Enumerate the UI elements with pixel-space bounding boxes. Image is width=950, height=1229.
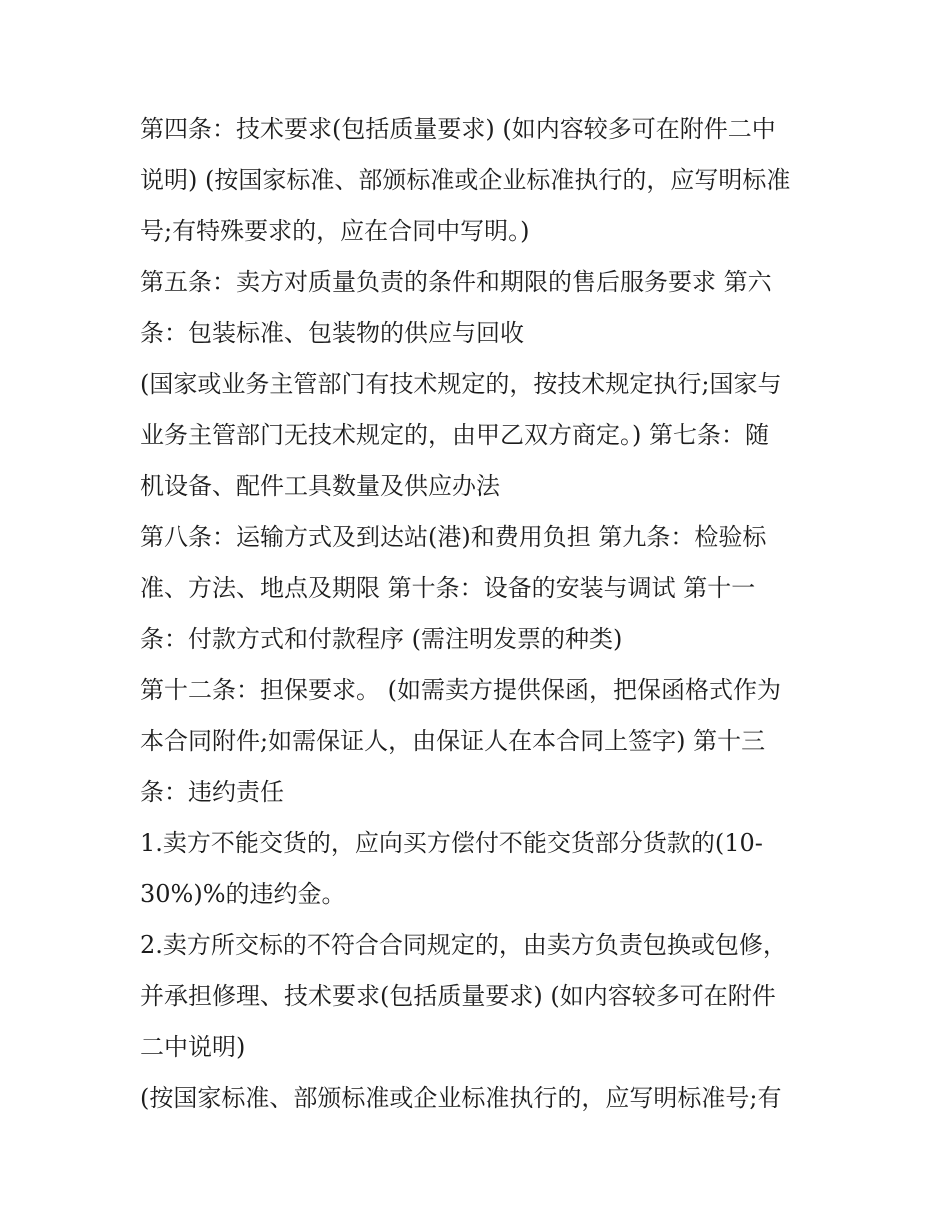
text-line-article-7: 业务主管部门无技术规定的，由甲乙双方商定。) 第七条：随 [140,421,769,449]
text-line-article-12-13: 本合同附件;如需保证人，由保证人在本合同上签字) 第十三 [140,727,766,755]
text-line-clause-2-cont: 并承担修理、技术要求(包括质量要求) (如内容较多可在附件 [140,982,776,1010]
text-line-article-4-end: 号;有特殊要求的，应在合同中写明。) [140,217,530,245]
text-line-clause-2: 2.卖方所交标的不符合合同规定的，由卖方负责包换或包修， [140,931,787,959]
text-line-clause-2-end: 二中说明) [140,1033,246,1061]
text-line-clause-1-cont: 30%)%的违约金。 [140,880,346,908]
text-line-clause-2-note: (按国家标准、部颁标准或企业标准执行的，应写明标准号;有 [140,1084,782,1112]
text-line-article-4: 第四条：技术要求(包括质量要求) (如内容较多可在附件二中 [140,115,776,143]
text-line-article-8-9: 第八条：运输方式及到达站(港)和费用负担 第九条：检验标 [140,523,767,551]
text-line-article-9-10-11: 准、方法、地点及期限 第十条：设备的安装与调试 第十一 [140,574,756,602]
text-line-article-5: 第五条：卖方对质量负责的条件和期限的售后服务要求 第六 [140,268,772,296]
text-line-article-6: 条：包装标准、包装物的供应与回收 [140,319,524,347]
document-body [140,104,812,1124]
text-line-article-6-note: (国家或业务主管部门有技术规定的，按技术规定执行;国家与 [140,370,782,398]
text-line-article-13-title: 条：违约责任 [140,778,284,806]
text-line-article-7-cont: 机设备、配件工具数量及供应办法 [140,472,500,500]
text-line-clause-1: 1.卖方不能交货的，应向买方偿付不能交货部分货款的(10- [140,829,763,857]
text-line-article-4-cont: 说明) (按国家标准、部颁标准或企业标准执行的，应写明标准 [140,166,791,194]
text-line-article-12: 第十二条：担保要求。 (如需卖方提供保函，把保函格式作为 [140,676,781,704]
text-line-article-11-cont: 条：付款方式和付款程序 (需注明发票的种类) [140,625,623,653]
